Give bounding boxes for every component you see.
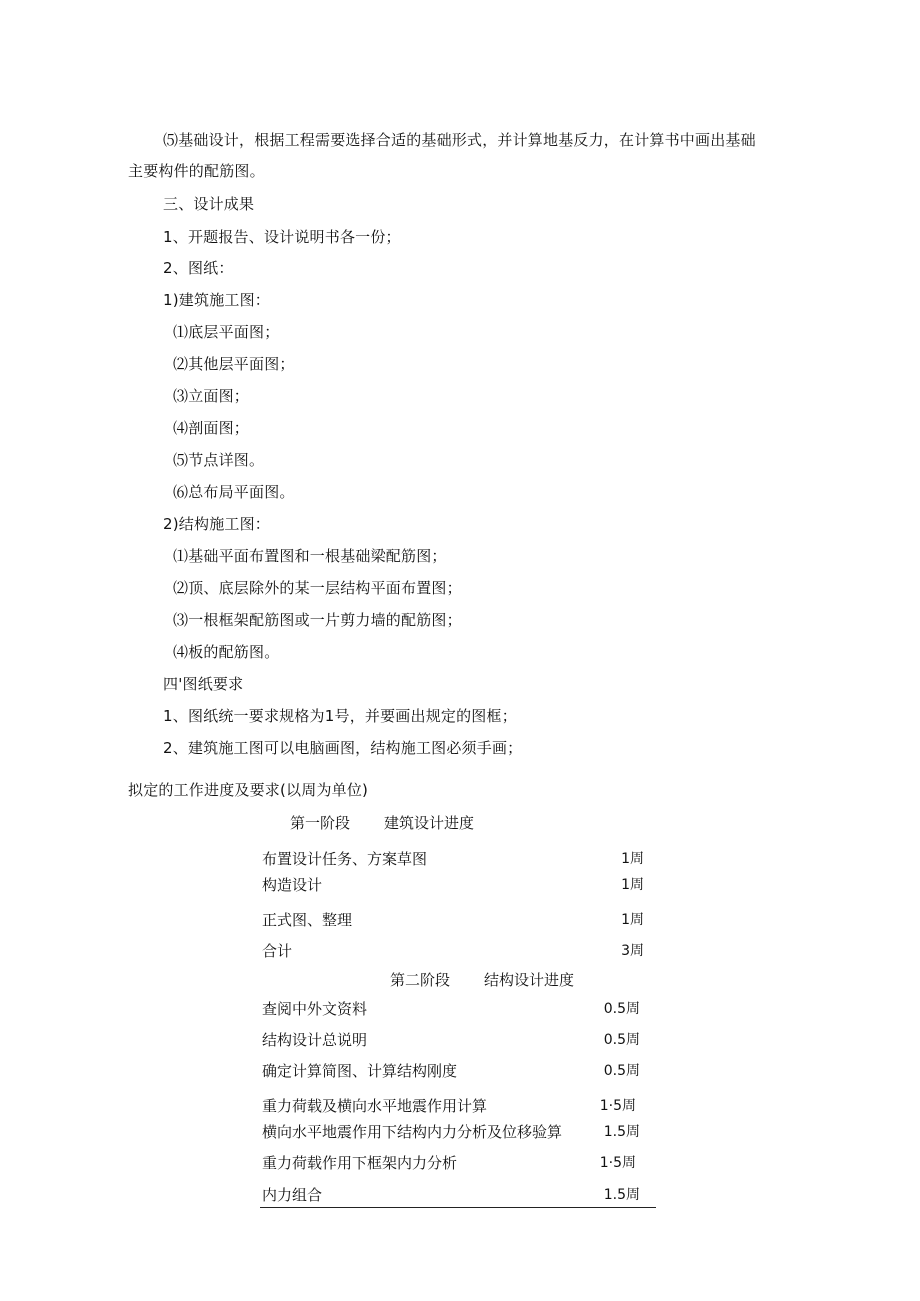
schedule-row-label: 结构设计总说明	[262, 1031, 368, 1049]
stage1-name: 第一阶段	[290, 814, 351, 832]
schedule-row-value: 0.5周	[603, 1001, 640, 1017]
list-item: ⑶立面图；	[173, 387, 250, 405]
section-heading: 三、设计成果	[163, 195, 255, 213]
stage2-name: 第二阶段	[390, 971, 451, 989]
sub-heading: 1)建筑施工图：	[163, 291, 270, 309]
list-item: ⑸节点详图。	[173, 451, 265, 469]
schedule-row-value: 1.5周	[603, 1187, 640, 1203]
schedule-row-value: 0.5周	[603, 1032, 640, 1048]
list-item: ⑵顶、底层除外的某一层结构平面布置图；	[173, 579, 462, 597]
list-item: ⑵其他层平面图；	[173, 355, 295, 373]
list-item: 1、图纸统一要求规格为1号，并要画出规定的图框；	[163, 707, 517, 725]
schedule-row-label: 布置设计任务、方案草图	[262, 850, 428, 868]
schedule-row-label: 重力荷载作用下框架内力分析	[262, 1154, 458, 1172]
schedule-row-label: 重力荷载及横向水平地震作用计算	[262, 1097, 488, 1115]
section-heading: 四'图纸要求	[163, 675, 244, 693]
stage2-subject: 结构设计进度	[484, 971, 575, 989]
schedule-row-label: 查阅中外文资料	[262, 1000, 368, 1018]
paragraph-line: ⑸基础设计，根据工程需要选择合适的基础形式，并计算地基反力，在计算书中画出基础	[163, 131, 756, 149]
list-item: ⑶一根框架配筋图或一片剪力墙的配筋图；	[173, 611, 462, 629]
schedule-row-label: 内力组合	[262, 1186, 323, 1204]
schedule-row-value: 1周	[621, 912, 644, 928]
schedule-title: 拟定的工作进度及要求(以周为单位)	[128, 781, 369, 799]
schedule-row-value: 1·5周	[599, 1155, 636, 1171]
list-item: 1、开题报告、设计说明书各一份；	[163, 228, 401, 246]
list-item: 2、图纸：	[163, 259, 234, 277]
list-item: ⑴底层平面图；	[173, 323, 280, 341]
list-item: ⑷板的配筋图。	[173, 643, 280, 661]
schedule-row-value: 0.5周	[603, 1063, 640, 1079]
schedule-row-value: 1周	[621, 851, 644, 867]
schedule-row-value: 3周	[621, 943, 644, 959]
table-bottom-rule	[260, 1207, 656, 1208]
schedule-row-label: 合计	[262, 942, 293, 960]
list-item: 2、建筑施工图可以电脑画图，结构施工图必须手画；	[163, 739, 523, 757]
schedule-row-label: 正式图、整理	[262, 911, 353, 929]
schedule-row-label: 构造设计	[262, 876, 323, 894]
schedule-row-value: 1.5周	[603, 1124, 640, 1140]
list-item: ⑹总布局平面图。	[173, 483, 295, 501]
list-item: ⑷剖面图；	[173, 419, 250, 437]
schedule-row-value: 1·5周	[599, 1098, 636, 1114]
sub-heading: 2)结构施工图：	[163, 515, 270, 533]
schedule-row-label: 横向水平地震作用下结构内力分析及位移验算	[262, 1123, 563, 1141]
schedule-row-label: 确定计算简图、计算结构刚度	[262, 1062, 458, 1080]
stage1-subject: 建筑设计进度	[384, 814, 475, 832]
list-item: ⑴基础平面布置图和一根基础梁配筋图；	[173, 547, 447, 565]
schedule-row-value: 1周	[621, 877, 644, 893]
paragraph-line: 主要构件的配筋图。	[128, 162, 265, 180]
